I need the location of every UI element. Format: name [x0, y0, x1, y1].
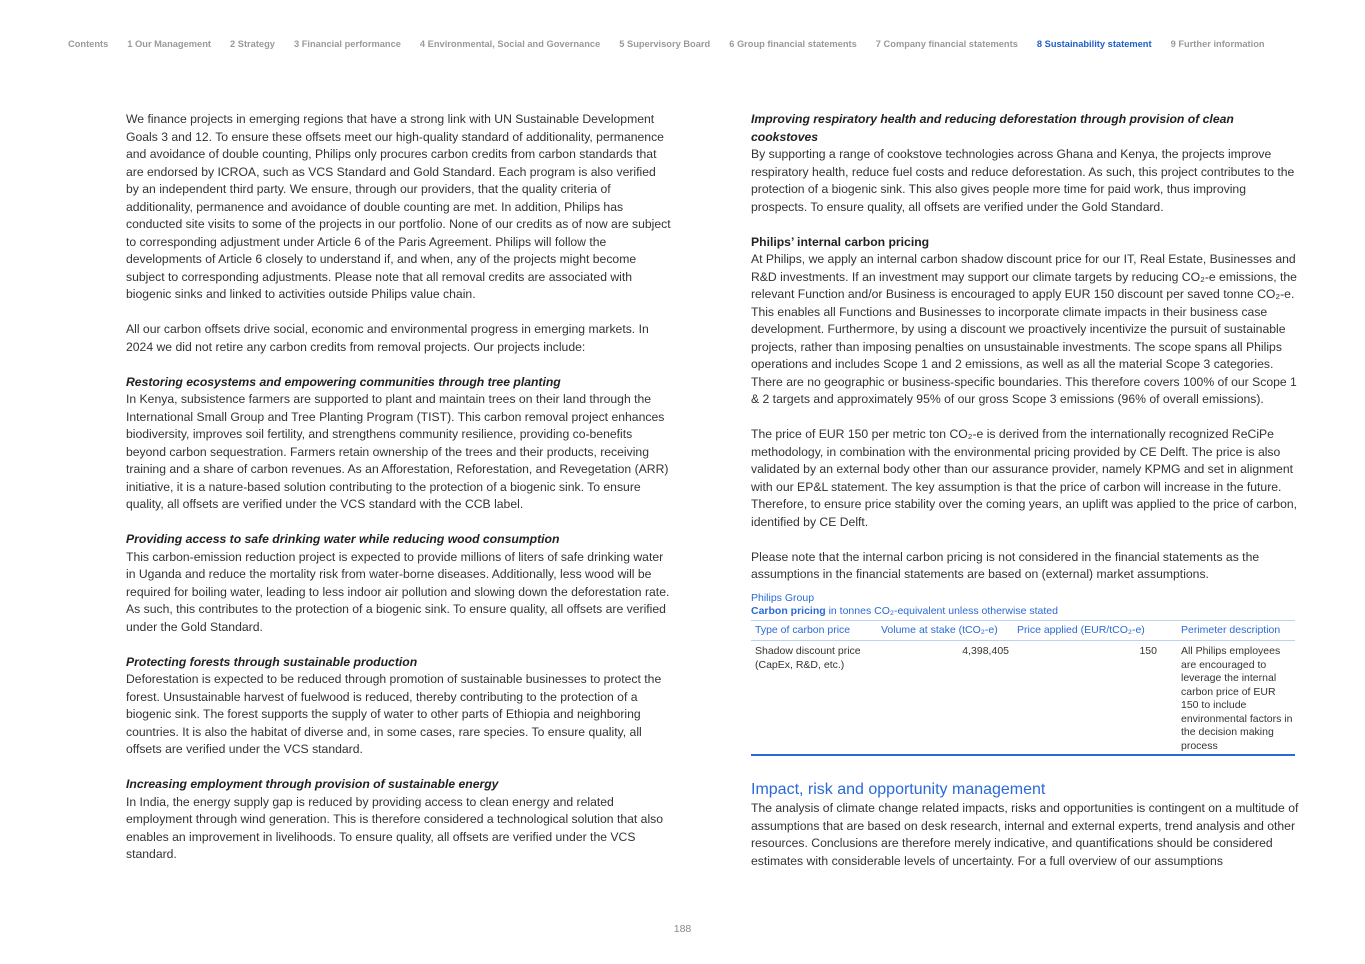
- paragraph: At Philips, we apply an internal carbon shadow discount price for our IT, Real Estate, Businesses and R&D investments. If an investment may support our climate targets by reducing CO₂-e emissions, the relevant Function and/or Business is encouraged to apply EUR 150 discount per saved tonne CO₂-e. This enables all Functions and Businesses to incorporate climate impacts in their business case development. Furthermore, by using a discount we proactively incentivize the pursuit of sustainable projects, rather than imposing penalties on unsustainable investments. The scope spans all Philips operations and includes Scope 1 and 2 emissions, as well as all the material Scope 3 categories. There are no geographic or business-specific boundaries. This therefore covers 100% of our Scope 1 & 2 targets and approximately 95% of our gross Scope 3 emissions (96% of overall emissions).: [751, 252, 1297, 406]
- section-nav: [68, 39, 1284, 49]
- table-cell: All Philips employees are encouraged to leverage the internal carbon price of EUR 150 to include environmental factors in the decision making process: [1181, 645, 1293, 752]
- paragraph: Please note that the internal carbon pricing is not considered in the financial statements as the assumptions in the financial statements are based on (external) market assumptions.: [751, 549, 1260, 581]
- nav-supervisory-board[interactable]: 5 Supervisory Board: [619, 39, 711, 49]
- section-heading: Impact, risk and opportunity management: [751, 781, 1046, 798]
- nav-company-financial-statements[interactable]: 7 Company financial statements: [875, 39, 1018, 49]
- subheading: Restoring ecosystems and empowering communities through tree planting: [126, 374, 561, 389]
- paragraph: We finance projects in emerging regions that have a strong link with UN Sustainable Development Goals 3 and 12. To ensure these offsets meet our high-quality standard of additionality, permanence and avoidance of double counting, Philips only procures carbon credits from carbon standards that are endorsed by ICROA, such as VCS Standard and Gold Standard. Each program is also verified by an independent third party. We ensure, through our providers, that the quality criteria of additionality, permanence and avoidance of double counting are met. In addition, Philips has conducted site visits to some of the projects in our portfolio. None of our credits as of now are subject to corresponding adjustment under Article 6 of the Paris Agreement. Philips will follow the developments of Article 6 closely to understand if, and when, any of the projects might become subject to corresponding adjustments. Please note that all removal credits are associated with biogenic sinks and linked to activities outside Philips value chain.: [126, 112, 671, 301]
- column-header: Perimeter description: [1161, 620, 1295, 641]
- paragraph: In India, the energy supply gap is reduced by providing access to clean energy and related employment through wind generation. This is therefore considered a technological solution that also enables an improvement in livelihoods. To ensure quality, all offsets are verified under the VCS standard.: [126, 794, 664, 861]
- table-caption-group: Philips Group: [751, 591, 815, 604]
- subheading: Improving respiratory health and reducing deforestation through provision of clean cookstoves: [751, 112, 1234, 144]
- subheading: Providing access to safe drinking water while reducing wood consumption: [126, 532, 560, 546]
- table-subtitle: in tonnes CO₂-equivalent unless otherwise stated: [825, 604, 1058, 617]
- paragraph: Deforestation is expected to be reduced through promotion of sustainable businesses to protect the forest. Unsustainable harvest of fuelwood is reduced, thereby contributing to the protection of a biogenic sink. The forest supports the supply of water to other parts of Ethiopia and neighboring countries. It is also the habitat of diverse and, in some cases, rare species. To ensure quality, all offsets are verified under the VCS standard.: [126, 672, 662, 756]
- column-header: Volume at stake (tCO₂-e): [877, 620, 1013, 641]
- table-caption: [751, 605, 1301, 618]
- nav-contents[interactable]: Contents: [68, 39, 109, 49]
- nav-our-management[interactable]: 1 Our Management: [127, 39, 211, 49]
- table-header-row: [751, 620, 1295, 641]
- right-column: [751, 111, 1301, 888]
- nav-sustainability-statement[interactable]: 8 Sustainability statement: [1036, 39, 1152, 49]
- table-title: Carbon pricing: [751, 604, 826, 617]
- column-header: Type of carbon price: [751, 620, 877, 641]
- column-header: Price applied (EUR/tCO₂-e): [1013, 620, 1161, 641]
- page-number: 188: [673, 923, 692, 935]
- subheading: Protecting forests through sustainable production: [126, 654, 418, 669]
- nav-group-financial-statements[interactable]: 6 Group financial statements: [729, 39, 857, 49]
- nav-further-information[interactable]: 9 Further information: [1170, 39, 1265, 49]
- paragraph: By supporting a range of cookstove technologies across Ghana and Kenya, the projects improve respiratory health, reduce fuel costs and reduce deforestation. As such, this project contributes to the protection of a biogenic sink. This also gives people more time for paid work, thus improving prospects. To ensure quality, all offsets are verified under the Gold Standard.: [751, 147, 1295, 214]
- table-row: [751, 641, 1295, 756]
- table-cell: 150: [1139, 645, 1157, 657]
- subheading: Philips’ internal carbon pricing: [751, 234, 930, 249]
- carbon-pricing-table: [751, 620, 1295, 757]
- left-column: [126, 111, 671, 881]
- nav-financial-performance[interactable]: 3 Financial performance: [293, 39, 401, 49]
- paragraph: This carbon-emission reduction project is expected to provide millions of liters of safe drinking water in Uganda and reduce the mortality risk from water-borne diseases. Additionally, less wood will be required for boiling water, leading to less indoor air pollution and slowing down the deforestation rate. As such, this contributes to the protection of a biogenic sink. To ensure quality, all offsets are verified under the Gold Standard.: [126, 549, 670, 634]
- paragraph: The price of EUR 150 per metric ton CO₂-e is derived from the internationally recognized ReCiPe methodology, in combination with the environmental pricing provided by CE Delft. The price is also validated by an external body other than our assurance provider, namely KPMG and set in alignment with our EP&L statement. The key assumption is that the price of carbon will increase in the future. Therefore, to ensure price stability over the coming years, an uplift was applied to the price of carbon, identified by CE Delft.: [751, 427, 1298, 529]
- table-cell: 4,398,405: [962, 645, 1009, 657]
- subheading: Increasing employment through provision of sustainable energy: [126, 777, 499, 791]
- nav-esg[interactable]: 4 Environmental, Social and Governance: [419, 39, 601, 49]
- paragraph: All our carbon offsets drive social, economic and environmental progress in emerging markets. In 2024 we did not retire any carbon credits from removal projects. Our projects include:: [126, 322, 649, 354]
- paragraph: The analysis of climate change related impacts, risks and opportunities is contingent on a multitude of assumptions that are based on desk research, internal and external experts, trend analysis and other resources. Conclusions are therefore merely indicative, and quantifications should be considered estimates with considerable levels of uncertainty. For a full overview of our assumptions: [751, 801, 1299, 868]
- nav-strategy[interactable]: 2 Strategy: [230, 39, 275, 49]
- table-cell: Shadow discount price (CapEx, R&D, etc.): [755, 645, 861, 671]
- paragraph: In Kenya, subsistence farmers are supported to plant and maintain trees on their land through the International Small Group and Tree Planting Program (TIST). This carbon removal project enhances biodiversity, improves soil fertility, and strengthens community resilience, providing co-benefits beyond carbon sequestration. Farmers retain ownership of the trees and their products, receiving training and a share of carbon revenues. As an Afforestation, Reforestation, and Revegetation (ARR) initiative, it is a nature-based solution contributing to the protection of a biogenic sink. To ensure quality, all offsets are verified under the VCS standard with the CCB label.: [126, 392, 669, 511]
